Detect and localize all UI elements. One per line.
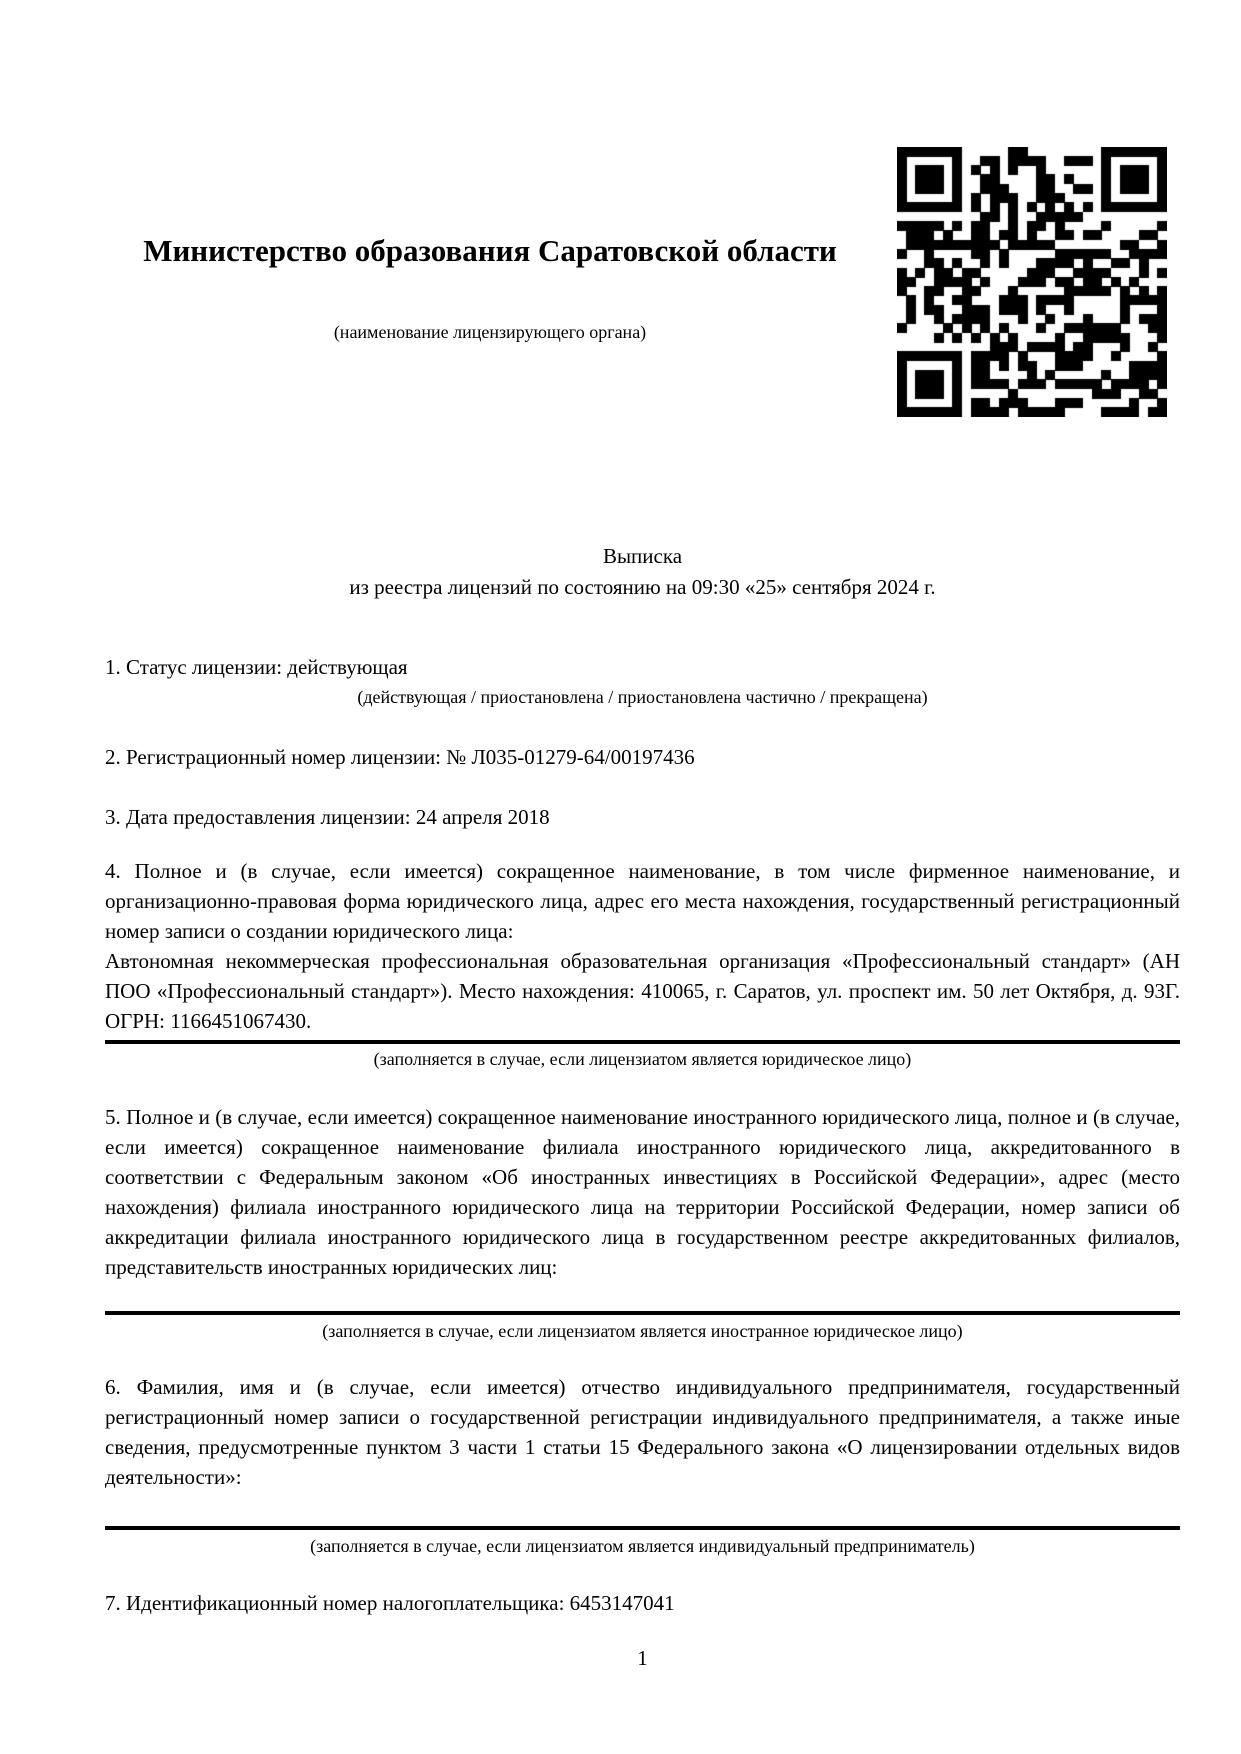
- item-4-fill-line: [105, 1040, 1180, 1044]
- item-1-license-status: 1. Статус лицензии: действующая: [105, 655, 408, 679]
- item-4-value: Автономная некоммерческая профессиональная образовательная организация «Профессиональный стандарт» (АН ПОО «Профессиональный стандарт»). Место нахождения: 410065, г. Саратов, ул. проспект им. 50 лет Октября, д. 93Г. ОГРН: 1166451067430.: [105, 949, 1180, 1033]
- item-5-fill-line: [105, 1311, 1180, 1315]
- item-6-caption: (заполняется в случае, если лицензиатом является индивидуальный предприниматель): [310, 1536, 975, 1556]
- item-4-legal-entity: [105, 856, 1180, 1036]
- item-1-caption: (действующая / приостановлена / приостановлена частично / прекращена): [357, 687, 928, 707]
- document-title: [105, 541, 1180, 603]
- licensing-authority-caption: (наименование лицензирующего органа): [333, 322, 647, 342]
- qr-code: [897, 147, 1167, 417]
- item-6-fill-line: [105, 1526, 1180, 1530]
- item-4-caption: (заполняется в случае, если лицензиатом является юридическое лицо): [373, 1049, 912, 1069]
- item-3-license-date: 3. Дата предоставления лицензии: 24 апреля 2018: [105, 805, 550, 829]
- page-number: 1: [637, 1646, 648, 1670]
- licensing-authority-name: Министерство образования Саратовской области: [143, 233, 837, 268]
- item-7-taxpayer-id: 7. Идентификационный номер налогоплательщика: 6453147041: [105, 1591, 675, 1615]
- item-2-registration-number: 2. Регистрационный номер лицензии: № Л035-01279-64/00197436: [105, 745, 695, 769]
- item-5-caption: (заполняется в случае, если лицензиатом является иностранное юридическое лицо): [322, 1321, 963, 1341]
- document-title-line1: Выписка: [602, 544, 683, 568]
- item-4-statement: 4. Полное и (в случае, если имеется) сокращенное наименование, в том числе фирменное наименование, и организационно-правовая форма юридического лица, адрес его места нахождения, государственный регистрационный номер записи о создании юридического лица:: [105, 859, 1180, 943]
- item-5-foreign-entity: 5. Полное и (в случае, если имеется) сокращенное наименование иностранного юридического лица, полное и (в случае, если имеется) сокращенное наименование филиала иностранного юридического лица, аккредитованного в соответствии с Федеральным законом «Об иностранных инвестициях в Российской Федерации», адрес (место нахождения) филиала иностранного юридического лица на территории Российской Федерации, номер записи об аккредитации филиала иностранного юридического лица в государственном реестре аккредитованных филиалов, представительств иностранных юридических лиц:: [105, 1105, 1180, 1279]
- document-title-line2: из реестра лицензий по состоянию на 09:30 «25» сентября 2024 г.: [349, 575, 936, 599]
- item-6-individual-entrepreneur: 6. Фамилия, имя и (в случае, если имеется) отчество индивидуального предпринимателя, государственный регистрационный номер записи о государственной регистрации индивидуального предпринимателя, а также иные сведения, предусмотренные пунктом 3 части 1 статьи 15 Федерального закона «О лицензировании отдельных видов деятельности»:: [105, 1375, 1180, 1489]
